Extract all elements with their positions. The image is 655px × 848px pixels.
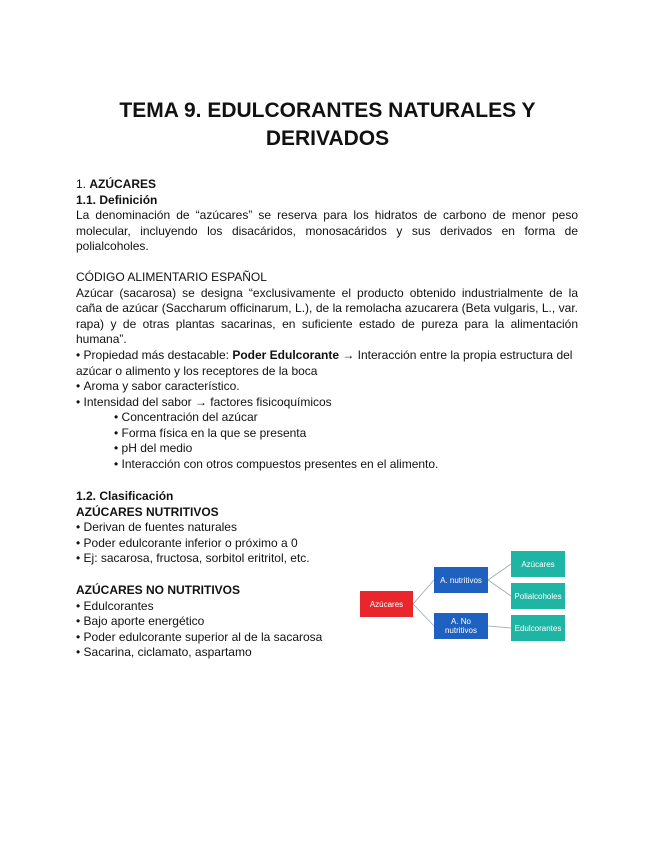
section-properties [76, 348, 578, 472]
section-definicion [76, 177, 578, 255]
connector-no-nutritivos-edulcorantes [488, 626, 511, 628]
list-item: • Intensidad del sabor → factores fisicoquímicos [76, 395, 578, 411]
codigo-paragraph: Azúcar (sacarosa) se designa “exclusivamente el producto obtenido industrialmente de la caña de azúcar (Saccharum officinarum, L.), de la remolacha azucarera (Beta vulgaris, L., var. rapa) y de otras plantas sacarinas, en suficiente estado de pureza para la alimentación humana”. [76, 285, 578, 346]
no-nutritivos-list [76, 599, 346, 661]
section-clasificacion [76, 489, 376, 567]
list-item: • Derivan de fuentes naturales [76, 520, 376, 536]
nutritivos-list [76, 520, 376, 567]
property-suffix: → Interacción entre la propia estructura del azúcar o alimento y los receptores de la boca [76, 348, 573, 378]
subsection-heading-clasificacion: 1.2. Clasificación [76, 489, 174, 503]
section-codigo [76, 270, 578, 348]
list-item: • Ej: sacarosa, fructosa, sorbitol eritritol, etc. [76, 551, 376, 567]
list-item: • pH del medio [114, 441, 578, 457]
section-heading-text: AZÚCARES [89, 177, 157, 191]
diagram-leaf-azucares: Azúcares [511, 551, 565, 577]
diagram-node-no-nutritivos: A. No nutritivos [434, 613, 488, 639]
connector-root-no-nutritivos [413, 604, 434, 626]
no-nutritivos-heading: AZÚCARES NO NUTRITIVOS [76, 583, 241, 597]
properties-list [76, 348, 578, 410]
codigo-heading: CÓDIGO ALIMENTARIO ESPAÑOL [76, 270, 267, 284]
title-line-1: TEMA 9. EDULCORANTES NATURALES Y [119, 99, 536, 122]
diagram-node-nutritivos: A. nutritivos [434, 567, 488, 593]
subsection-heading-definicion: 1.1. Definición [76, 192, 158, 207]
page-title [60, 97, 595, 153]
list-item: • Poder edulcorante superior al de la sacarosa [76, 630, 346, 646]
definition-paragraph: La denominación de “azúcares” se reserva para los hidratos de carbono de menor peso molecular, incluyendo los disacáridos, monosacáridos y sus derivados en forma de polialcoholes. [76, 208, 578, 253]
list-item: • Poder edulcorante inferior o próximo a 0 [76, 536, 376, 552]
list-item: • Aroma y sabor característico. [76, 379, 578, 395]
diagram-leaf-polialcoholes: Polialcoholes [511, 583, 565, 609]
list-item [76, 348, 578, 379]
section-heading [76, 177, 578, 193]
list-item: • Forma física en la que se presenta [114, 426, 578, 442]
list-item: • Sacarina, ciclamato, aspartamo [76, 645, 346, 661]
property-bold: Poder Edulcorante [232, 348, 339, 362]
list-item: • Bajo aporte energético [76, 614, 346, 630]
list-item: • Edulcorantes [76, 599, 346, 615]
property-prefix: Propiedad más destacable: [83, 348, 233, 362]
section-no-nutritivos [76, 583, 346, 661]
diagram-leaf-edulcorantes: Edulcorantes [511, 615, 565, 641]
nutritivos-heading: AZÚCARES NUTRITIVOS [76, 504, 219, 519]
title-line-2: DERIVADOS [265, 127, 390, 150]
connector-root-nutritivos [413, 580, 434, 604]
connector-nutritivos-azucares [488, 564, 511, 580]
factors-list [76, 410, 578, 472]
diagram-node-azucares: Azúcares [360, 591, 413, 617]
classification-diagram [356, 548, 572, 642]
section-number: 1. [76, 177, 90, 191]
list-item: • Concentración del azúcar [114, 410, 578, 426]
connector-nutritivos-polialcoholes [488, 580, 511, 596]
list-item: • Interacción con otros compuestos presentes en el alimento. [114, 457, 578, 473]
